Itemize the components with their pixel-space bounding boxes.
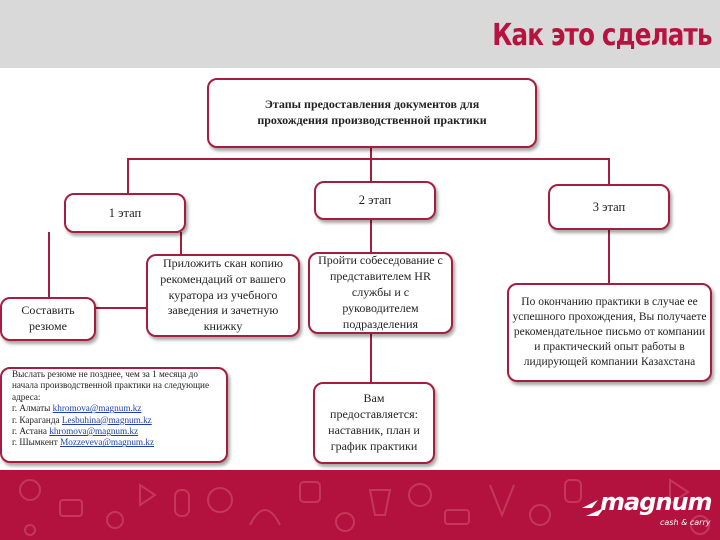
address-city: г. Шымкент (12, 437, 58, 448)
connector-interview-provided (370, 333, 372, 383)
step-finish-node (507, 283, 712, 382)
connector-horizontal (127, 158, 610, 160)
root-node-text: Этапы предоставления документов для прохождения производственной практики (257, 97, 487, 127)
step-scan-text: Приложить скан копию рекомендаций от вашего куратора из учебного заведения и зачетную книжку (160, 255, 286, 334)
step-finish-text: По окончанию практики в случае ее успешного прохождения, Вы получаете рекомендательное письмо от компании и практический опыт работы в лидирующей компании Казахстана (512, 295, 707, 369)
page-title: Как это сделать (492, 18, 712, 53)
step-provided-text: Вам предоставляется: наставник, план и график практики (328, 391, 420, 453)
step-interview-text: Пройти собеседование с представителем HR службы и с руководителем подразделения (318, 253, 443, 331)
logo-name: magnum (600, 488, 712, 516)
connector-resume-scan (96, 307, 146, 309)
email-link[interactable]: khromova@magnum.kz (52, 403, 142, 414)
address-city: г. Караганда (12, 414, 60, 425)
send-resume-content (2, 369, 226, 449)
connector-stage3-finish (608, 229, 610, 283)
connector-stage1-resume (48, 232, 50, 298)
stage-1-label: 1 этап (108, 205, 142, 220)
email-link[interactable]: Lesbuhina@magnum.kz (61, 414, 152, 425)
connector-stage2 (370, 158, 372, 182)
address-row (12, 426, 224, 437)
address-row (12, 403, 224, 414)
root-node (207, 78, 537, 148)
address-city: г. Астана (12, 426, 48, 437)
stage-3-node (548, 184, 670, 230)
step-interview-node (308, 252, 453, 334)
connector-stage1 (127, 158, 129, 194)
stage-3-label: 3 этап (592, 199, 626, 214)
connector-stage1-scan (180, 232, 182, 256)
step-resume-text: Составить резюме (21, 303, 75, 333)
stage-2-label: 2 этап (358, 193, 392, 207)
step-resume-node (0, 297, 96, 341)
address-city: г. Алматы (12, 403, 51, 414)
stage-2-node (314, 181, 436, 220)
address-row (12, 415, 224, 426)
send-resume-node (0, 367, 228, 463)
step-scan-node (146, 254, 300, 337)
email-link[interactable]: Mozzeveva@magnum.kz (60, 437, 155, 448)
email-link[interactable]: khromova@magnum.kz (49, 426, 139, 437)
logo-tagline: cash & carry (660, 518, 711, 527)
address-row (12, 437, 224, 448)
stage-1-node (64, 193, 186, 233)
step-provided-node (313, 382, 435, 464)
connector-stage2-interview (370, 219, 372, 253)
send-resume-intro: Выслать резюме не позднее, чем за 1 месяца до начала производственной практики на следующие адреса: (12, 369, 210, 402)
connector-stage3 (608, 158, 610, 184)
